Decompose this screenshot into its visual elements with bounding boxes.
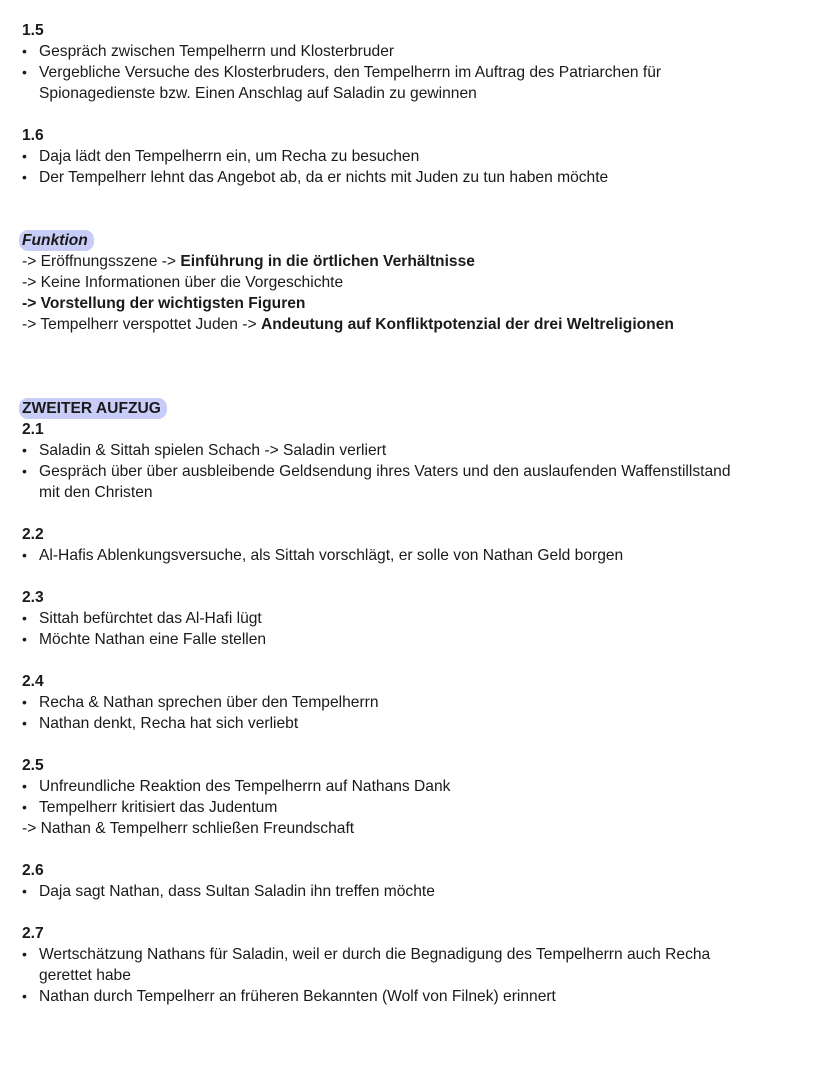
highlighted-heading: ZWEITER AUFZUG <box>19 398 167 419</box>
list-item: • Vergebliche Versuche des Klosterbruders, den Tempelherrn im Auftrag des Patriarchen für <box>22 62 661 83</box>
list-item: • Gespräch zwischen Tempelherrn und Klosterbruder <box>22 41 394 62</box>
funktion-heading <box>22 230 94 251</box>
list-item: • Unfreundliche Reaktion des Tempelherrn auf Nathans Dank <box>22 776 450 797</box>
funktion-line-4-text: -> Tempelherr verspottet Juden -> <box>22 316 261 333</box>
section-number-2-7: 2.7 <box>22 925 44 942</box>
funktion-line-1-bold: Einführung in die örtlichen Verhältnisse <box>180 253 475 270</box>
list-item-continuation: mit den Christen <box>39 484 153 501</box>
list-item: • Nathan durch Tempelherr an früheren Bekannten (Wolf von Filnek) erinnert <box>22 986 556 1007</box>
section-number-2-5: 2.5 <box>22 757 44 774</box>
funktion-line-4-bold: Andeutung auf Konfliktpotenzial der drei Weltreligionen <box>260 316 674 333</box>
funktion-line-2: -> Keine Informationen über die Vorgeschichte <box>22 274 344 291</box>
section-number-2-1: 2.1 <box>22 421 44 438</box>
section-number-2-3: 2.3 <box>22 589 44 606</box>
list-item: • Daja sagt Nathan, dass Sultan Saladin ihn treffen möchte <box>22 881 435 902</box>
list-item: • Nathan denkt, Recha hat sich verliebt <box>22 713 298 734</box>
list-item: • Al-Hafis Ablenkungsversuche, als Sittah vorschlägt, er solle von Nathan Geld borgen <box>22 545 623 566</box>
funktion-line-1 <box>22 251 475 272</box>
arrow-line: -> Nathan & Tempelherr schließen Freundschaft <box>22 820 355 837</box>
funktion-line-3: -> Vorstellung der wichtigsten Figuren <box>22 295 306 312</box>
section-number-2-6: 2.6 <box>22 862 44 879</box>
list-item: • Daja lädt den Tempelherrn ein, um Recha zu besuchen <box>22 146 419 167</box>
chapter-heading <box>22 398 167 419</box>
list-item: • Saladin & Sittah spielen Schach -> Saladin verliert <box>22 440 386 461</box>
list-item: • Der Tempelherr lehnt das Angebot ab, da er nichts mit Juden zu tun haben möchte <box>22 167 608 188</box>
section-number-2-2: 2.2 <box>22 526 44 543</box>
section-number-1-6: 1.6 <box>22 127 44 144</box>
list-item: • Tempelherr kritisiert das Judentum <box>22 797 277 818</box>
list-item: • Sittah befürchtet das Al-Hafi lügt <box>22 608 262 629</box>
list-item-continuation: gerettet habe <box>39 967 131 984</box>
funktion-line-1-text: -> Eröffnungsszene -> <box>22 253 181 270</box>
list-item-continuation: Spionagedienste bzw. Einen Anschlag auf Saladin zu gewinnen <box>39 85 477 102</box>
list-item: • Recha & Nathan sprechen über den Tempelherrn <box>22 692 379 713</box>
list-item: • Wertschätzung Nathans für Saladin, weil er durch die Begnadigung des Tempelherrn auch Recha <box>22 944 710 965</box>
section-number-2-4: 2.4 <box>22 673 44 690</box>
section-number-1-5: 1.5 <box>22 22 44 39</box>
funktion-line-4 <box>22 314 674 335</box>
list-item: • Möchte Nathan eine Falle stellen <box>22 629 266 650</box>
highlighted-heading: Funktion <box>19 230 94 251</box>
list-item: • Gespräch über über ausbleibende Geldsendung ihres Vaters und den auslaufenden Waffenstillstand <box>22 461 731 482</box>
